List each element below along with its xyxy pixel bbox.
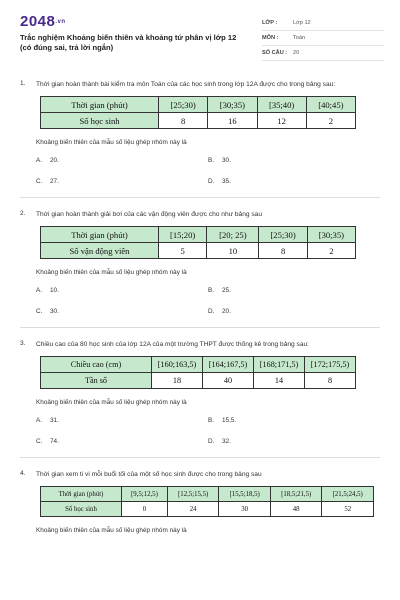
answer-options: [36, 287, 384, 315]
frequency-cell: 8: [305, 373, 356, 389]
question-text: Thời gian hoàn thành giải bơi của các vận động viên được cho như bảng sau: [36, 211, 262, 218]
frequency-cell: 8: [259, 243, 307, 259]
divider: [20, 327, 380, 328]
data-table: [40, 356, 356, 389]
document-title: Trắc nghiệm Khoảng biến thiên và khoảng tứ phân vị lớp 12 (có đúng sai, trả lời ngắn): [20, 33, 237, 52]
question-4: [20, 470, 384, 534]
class-interval: [30;35): [208, 97, 257, 113]
class-interval: [15,5;18,5): [219, 487, 271, 502]
question-number: 1.: [20, 80, 26, 87]
frequency-cell: 12: [257, 113, 306, 129]
option-d[interactable]: D. 35.: [208, 178, 231, 185]
option-c[interactable]: C. 30.: [36, 308, 59, 315]
frequency-cell: 14: [254, 373, 305, 389]
meta-info: [262, 16, 384, 61]
frequency-cell: 48: [270, 502, 322, 517]
class-interval: [21,5;24,5): [322, 487, 374, 502]
row-label: Số vận động viên: [41, 243, 159, 259]
option-a[interactable]: A. 10.: [36, 287, 59, 294]
option-d[interactable]: D. 20.: [208, 308, 231, 315]
class-interval: [172;175,5): [305, 357, 356, 373]
question-number: 4.: [20, 470, 26, 477]
row-label: Chiều cao (cm): [41, 357, 152, 373]
class-interval: [9,5;12,5): [122, 487, 168, 502]
question-prompt: Khoảng biến thiên của mẫu số liệu ghép nhóm này là: [36, 527, 187, 534]
class-interval: [20; 25): [207, 227, 259, 243]
frequency-cell: 8: [159, 113, 208, 129]
row-label: Thời gian (phút): [41, 487, 122, 502]
question-prompt: Khoảng biến thiên của mẫu số liệu ghép nhóm này là: [36, 399, 187, 406]
option-c[interactable]: C. 27.: [36, 178, 59, 185]
question-3: [20, 340, 384, 445]
option-a[interactable]: A. 31.: [36, 417, 59, 424]
class-interval: [12,5;15,5): [167, 487, 219, 502]
class-interval: [18,5;21,5): [270, 487, 322, 502]
frequency-cell: 16: [208, 113, 257, 129]
data-table: [40, 96, 356, 129]
class-interval: [30;35): [307, 227, 355, 243]
row-label: Tần số: [41, 373, 152, 389]
meta-subject: MÔN : Toán: [262, 31, 384, 46]
question-text: Chiều cao của 80 học sinh của lớp 12A của một trường THPT được thống kê trong bảng sau:: [36, 341, 310, 348]
class-interval: [168;171,5): [254, 357, 305, 373]
class-interval: [164;167,5): [203, 357, 254, 373]
option-b[interactable]: B. 15,5.: [208, 417, 237, 424]
class-interval: [160;163,5): [152, 357, 203, 373]
frequency-cell: 24: [167, 502, 219, 517]
class-interval: [15;20): [159, 227, 207, 243]
option-b[interactable]: B. 30.: [208, 157, 231, 164]
meta-grade: LỚP : Lớp 12: [262, 16, 384, 31]
option-a[interactable]: A. 20.: [36, 157, 59, 164]
option-c[interactable]: C. 74.: [36, 438, 59, 445]
question-number: 3.: [20, 340, 26, 347]
question-prompt: Khoảng biến thiên của mẫu số liệu ghép nhóm này là: [36, 139, 187, 146]
divider: [20, 457, 380, 458]
frequency-cell: 10: [207, 243, 259, 259]
class-interval: [25;30): [159, 97, 208, 113]
frequency-cell: 52: [322, 502, 374, 517]
class-interval: [40;45): [306, 97, 355, 113]
class-interval: [35;40): [257, 97, 306, 113]
question-prompt: Khoảng biến thiên của mẫu số liệu ghép nhóm này là: [36, 269, 187, 276]
question-1: [20, 80, 384, 185]
class-interval: [25;30): [259, 227, 307, 243]
option-b[interactable]: B. 25.: [208, 287, 231, 294]
frequency-cell: 2: [306, 113, 355, 129]
row-label: Số học sinh: [41, 502, 122, 517]
question-number: 2.: [20, 210, 26, 217]
divider: [20, 197, 380, 198]
row-label: Số học sinh: [41, 113, 159, 129]
answer-options: [36, 417, 384, 445]
option-d[interactable]: D. 32.: [208, 438, 231, 445]
question-text: Thời gian xem ti vi mỗi buổi tối của một số học sinh được cho trong bảng sau: [36, 471, 262, 478]
row-label: Thời gian (phút): [41, 97, 159, 113]
frequency-cell: 5: [159, 243, 207, 259]
site-logo[interactable]: $2048^{.vn}$: [20, 13, 66, 30]
row-label: Thời gian (phút): [41, 227, 159, 243]
question-text: Thời gian hoàn thành bài kiểm tra môn Toán của các học sinh trong lớp 12A được cho trong bảng sau:: [36, 81, 336, 88]
frequency-cell: 0: [122, 502, 168, 517]
frequency-cell: 30: [219, 502, 271, 517]
data-table: [40, 226, 356, 259]
meta-question-count: SỐ CÂU : 20: [262, 46, 384, 61]
frequency-cell: 18: [152, 373, 203, 389]
frequency-cell: 2: [307, 243, 355, 259]
answer-options: [36, 157, 384, 185]
data-table: [40, 486, 374, 517]
page-header: [20, 14, 384, 61]
frequency-cell: 40: [203, 373, 254, 389]
question-2: [20, 210, 384, 315]
